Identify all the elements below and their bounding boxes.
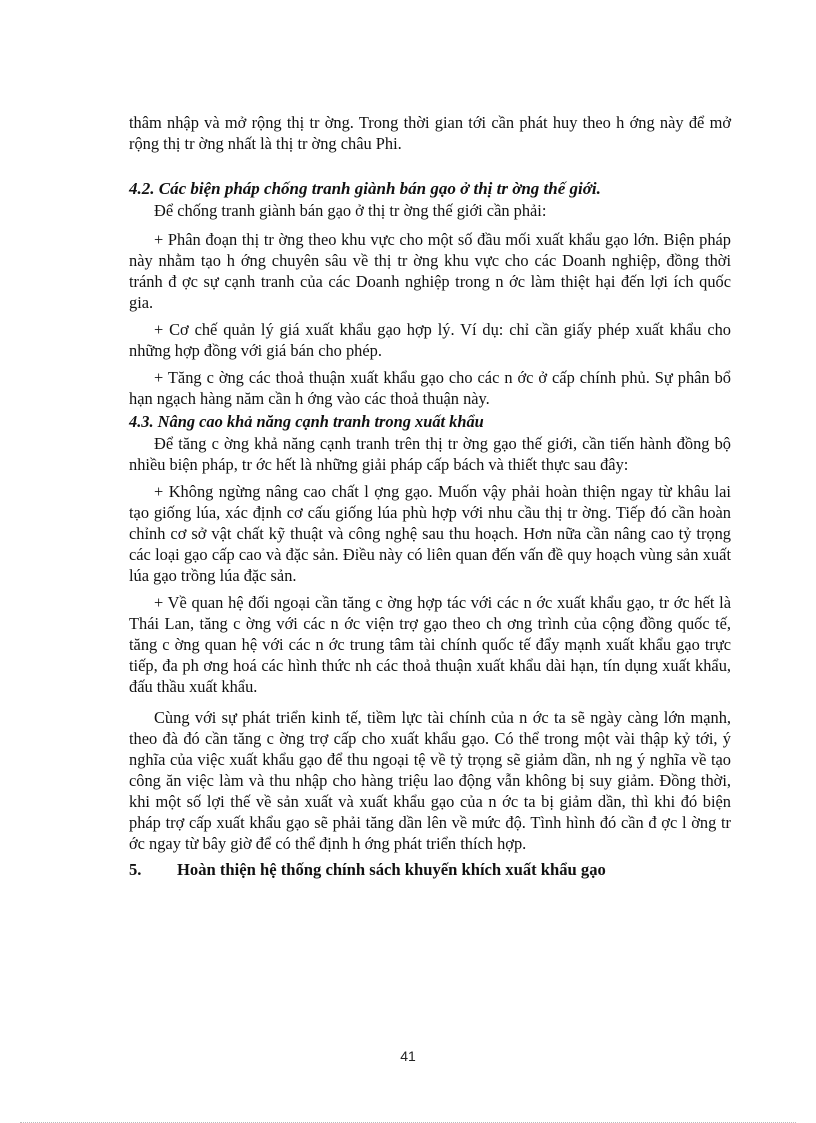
page-number: 41: [400, 1048, 416, 1064]
section-4-3-point-1: + Không ngừng nâng cao chất l ợng gạo. Muốn vậy phải hoàn thiện ngay từ khâu lai tạo giống lúa, xác định cơ cấu giống lúa phù hợp với nhu cầu thị tr ờng. Tiếp đó cần hoàn chỉnh cơ sở vật chất kỹ thuật và công nghệ sau thu hoạch. Hơn nữa cần nâng cao tỷ trọng các loại gạo cấp cao và đặc sản. Điều này có liên quan đến vấn đề quy hoạch vùng sản xuất lúa gạo trồng lúa đặc sản.: [129, 482, 731, 585]
section-4-2-point-1: + Phân đoạn thị tr ờng theo khu vực cho một số đầu mối xuất khẩu gạo lớn. Biện pháp này nhằm tạo h ớng chuyên sâu về thị tr ờng khu vực cho các Doanh nghiệp, đồng thời tránh đ ợc sự cạnh tranh của các Doanh nghiệp trong n ớc làm thiệt hại đến lợi ích quốc gia.: [129, 230, 731, 312]
section-4-2-intro: Để chống tranh giành bán gạo ở thị tr ờng thế giới cần phải:: [154, 201, 547, 220]
section-4-2-heading: 4.2. Các biện pháp chống tranh giành bán gạo ở thị tr ờng thế giới.: [129, 179, 601, 198]
section-4-2-point-2: + Cơ chế quản lý giá xuất khẩu gạo hợp lý. Ví dụ: chỉ cần giấy phép xuất khẩu cho những hợp đồng với giá bán cho phép.: [129, 320, 731, 360]
section-5-number: 5.: [129, 860, 142, 879]
section-4-2-point-3: + Tăng c ờng các thoả thuận xuất khẩu gạo cho các n ớc ở cấp chính phủ. Sự phân bổ hạn ngạch hàng năm cần h ớng vào các thoả thuận này.: [129, 368, 731, 408]
section-5-heading: [129, 860, 731, 880]
section-5-title: Hoàn thiện hệ thống chính sách khuyến khích xuất khẩu gạo: [177, 860, 606, 879]
document-page: [129, 112, 731, 880]
section-4-3-closing: Cùng với sự phát triển kinh tế, tiềm lực tài chính của n ớc ta sẽ ngày càng lớn mạnh, theo đà đó cần tăng c ờng trợ cấp cho xuất khẩu gạo. Có thể trong một vài thập kỷ tới, ý nghĩa của việc xuất khẩu gạo để thu ngoại tệ về tỷ trọng sẽ giảm dần, nh ng ý nghĩa về tạo công ăn việc làm và thu nhập cho hàng triệu lao động vẫn không bị suy giảm. Đồng thời, khi một số lợi thế về sản xuất và xuất khẩu gạo của n ớc ta bị giảm dần, thì khi đó biện pháp trợ cấp xuất khẩu gạo sẽ phải tăng dần lên về mức độ. Tình hình đó cần đ ợc l ờng tr ớc ngay từ bây giờ để có thể định h ớng phát triển thích hợp.: [129, 708, 731, 853]
section-4-3-intro: Để tăng c ờng khả năng cạnh tranh trên thị tr ờng gạo thế giới, cần tiến hành đồng bộ nhiều biện pháp, tr ớc hết là những giải pháp cấp bách và thiết thực sau đây:: [129, 434, 731, 474]
intro-paragraph: thâm nhập và mở rộng thị tr ờng. Trong thời gian tới cần phát huy theo h ớng này để mở rộng thị tr ờng nhất là thị tr ờng châu Phi.: [129, 113, 731, 153]
section-4-3-heading: 4.3. Nâng cao khả năng cạnh tranh trong xuất khẩu: [129, 412, 484, 431]
section-4-3-point-2: + Về quan hệ đối ngoại cần tăng c ờng hợp tác với các n ớc xuất khẩu gạo, tr ớc hết là Thái Lan, tăng c ờng với các n ớc viện trợ gạo theo ch ơng trình của cộng đồng quốc tế, tăng c ờng quan hệ với các n ớc trung tâm tài chính quốc tế đẩy mạnh xuất khẩu gạo trực tiếp, đa ph ơng hoá các hình thức nh các thoả thuận xuất khẩu dài hạn, tín dụng xuất khẩu, đấu thầu xuất khẩu.: [129, 593, 731, 696]
